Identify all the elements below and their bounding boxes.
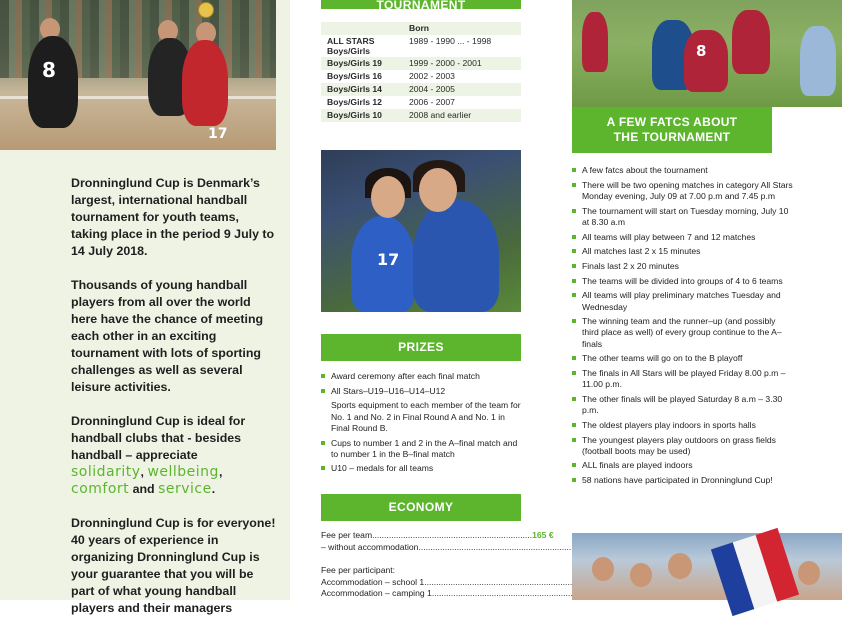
age-group-cell: Boys/Girls 14 <box>321 83 403 96</box>
intro-paragraph-4: Dronninglund Cup is for everyone! 40 years of experience in organizing Dronninglund Cup is your guarantee that you will be part of what young handball players and their managers <box>71 516 276 615</box>
fans-with-flag-photo <box>572 533 842 600</box>
list-item: Award ceremony after each final match <box>321 371 521 382</box>
price-subheading <box>321 565 521 577</box>
facts-heading <box>572 107 772 153</box>
born-years-cell: 2006 - 2007 <box>409 97 455 107</box>
table-row <box>321 109 521 122</box>
outdoor-match-photo <box>572 0 842 107</box>
highlight-service: service <box>158 481 212 497</box>
player-red-jersey <box>182 40 228 126</box>
dot-leader <box>432 588 592 600</box>
fan-face <box>798 561 820 585</box>
list-item: U10 – medals for all teams <box>321 463 521 474</box>
list-item: There will be two opening matches in category All Stars Monday evening, July 09 at 7.00 p.m and 7.45 p.m <box>572 180 794 202</box>
born-years-cell: 2008 and earlier <box>403 109 521 122</box>
separator-comma: , <box>218 465 223 479</box>
list-item: Cups to number 1 and 2 in the A–final match and to number 1 in the B–final match <box>321 438 521 460</box>
price-row <box>321 577 521 589</box>
price-label: Accommodation – camping 1 <box>321 588 432 598</box>
separator-comma: , <box>140 465 144 479</box>
player-red-jersey <box>582 12 608 72</box>
list-item: ALL finals are played indoors <box>572 460 794 471</box>
table-row <box>321 35 521 57</box>
table-row <box>321 57 521 70</box>
born-years-cell: 2002 - 2003 <box>409 71 455 81</box>
list-item: Sports equipment to each member of the team for No. 1 and No. 2 in Final Round A and No. 1 in Final Round B. <box>331 400 521 433</box>
list-item: All Stars–U19–U16–U14–U12 <box>321 386 521 397</box>
separator-and: and <box>132 482 155 496</box>
jersey-number: 8 <box>696 42 707 60</box>
price-label: Accommodation – school 1 <box>321 576 425 587</box>
price-label: – without accommodation <box>321 541 419 552</box>
list-item: The tournament will start on Tuesday morning, July 10 at 8.30 a.m <box>572 206 794 228</box>
list-item: The oldest players play indoors in sports halls <box>572 420 794 431</box>
jersey-number: 8 <box>42 58 56 82</box>
dot-leader <box>424 577 584 589</box>
french-flag <box>711 528 799 616</box>
table-row <box>321 96 521 109</box>
handball-match-photo <box>0 0 276 150</box>
player-light-jersey <box>800 26 836 96</box>
age-group-cell: Boys/Girls 19 <box>321 57 403 70</box>
player-red-jersey <box>684 30 728 92</box>
player-face <box>371 176 405 218</box>
price-label: Fee per team <box>321 530 373 540</box>
list-item: The other teams will go on to the B playoff <box>572 353 794 364</box>
list-item: All teams will play preliminary matches Tuesday and Wednesday <box>572 290 794 312</box>
dot-leader <box>418 542 578 554</box>
price-value: 165 € <box>532 530 554 540</box>
intro-paragraph-3 <box>71 413 277 498</box>
born-years-cell: 1999 - 2000 - 2001 <box>403 57 521 70</box>
age-group-heading: TOURNAMENT <box>321 0 521 9</box>
jersey-number: 17 <box>377 250 400 269</box>
facts-heading-line-2: THE TOURNAMENT <box>613 130 731 144</box>
fan-face <box>630 563 652 587</box>
age-group-cell: ALL STARS Boys/Girls <box>327 36 375 56</box>
facts-list <box>572 165 794 490</box>
handball-ball <box>198 2 214 18</box>
player-black-jersey <box>28 36 78 128</box>
economy-prices <box>321 530 554 600</box>
list-item: The youngest players play outdoors on grass fields (football boots may be used) <box>572 435 794 457</box>
intro-paragraph-2: Thousands of young handball players from all over the world here have the chance of meeting each other in an exciting tournament with lots of sporting challenges as well as several leisure activities. <box>71 278 264 394</box>
list-item: Finals last 2 x 20 minutes <box>572 261 794 272</box>
economy-heading: ECONOMY <box>321 494 521 521</box>
table-row <box>321 70 521 83</box>
highlight-wellbeing: wellbeing <box>147 464 219 480</box>
list-item: A few fatcs about the tournament <box>572 165 794 176</box>
table-row <box>321 83 521 96</box>
player-face <box>419 168 457 212</box>
age-group-table <box>321 22 521 122</box>
list-item: The winning team and the runner–up (and possibly third place as well) of every group continue to the A–finals <box>572 316 794 350</box>
player-blue-jersey <box>413 200 499 312</box>
list-item: The finals in All Stars will be played Friday 8.00 p.m – 11.00 p.m. <box>572 368 794 390</box>
list-item: All matches last 2 x 15 minutes <box>572 246 794 257</box>
intro-text <box>71 175 277 634</box>
intro-paragraph-3-lead: Dronninglund Cup is ideal for handball clubs that - besides handball – appreciate <box>71 414 246 462</box>
born-years-cell: 1989 - 1990 ... - 1998 <box>409 36 492 46</box>
intro-paragraph-1: Dronninglund Cup is Denmark’s largest, international handball tournament for youth teams, taking place in the period 9 July to 14 July 2018. <box>71 176 275 258</box>
prizes-list <box>321 371 521 478</box>
list-item: All teams will play between 7 and 12 matches <box>572 232 794 243</box>
jersey-number: 17 <box>208 126 228 142</box>
player-red-jersey <box>732 10 770 74</box>
list-item: The other finals will be played Saturday 8 a.m – 3.30 p.m. <box>572 394 794 416</box>
facts-heading-line-1: A FEW FATCS ABOUT <box>606 115 738 129</box>
born-header: Born <box>403 22 521 35</box>
list-item: The teams will be divided into groups of 4 to 6 teams <box>572 276 794 287</box>
age-group-cell: Boys/Girls 12 <box>327 97 382 107</box>
age-group-cell: Boys/Girls 16 <box>327 71 382 81</box>
price-row <box>321 542 521 554</box>
price-label: Fee per participant: <box>321 565 396 575</box>
price-row <box>321 588 521 600</box>
fan-face <box>592 557 614 581</box>
fan-face <box>668 553 692 579</box>
price-row <box>321 530 554 542</box>
highlight-comfort: comfort <box>71 481 130 497</box>
celebrating-players-photo <box>321 150 521 312</box>
highlight-solidarity: solidarity <box>71 464 141 480</box>
age-group-cell: Boys/Girls 10 <box>321 109 403 122</box>
intro-column <box>0 0 290 615</box>
dot-leader <box>372 530 532 542</box>
list-item: 58 nations have participated in Dronninglund Cup! <box>572 475 794 486</box>
born-years-cell: 2004 - 2005 <box>403 83 521 96</box>
table-header-row <box>321 22 521 35</box>
prizes-heading: PRIZES <box>321 334 521 361</box>
separator-period: . <box>211 482 216 496</box>
